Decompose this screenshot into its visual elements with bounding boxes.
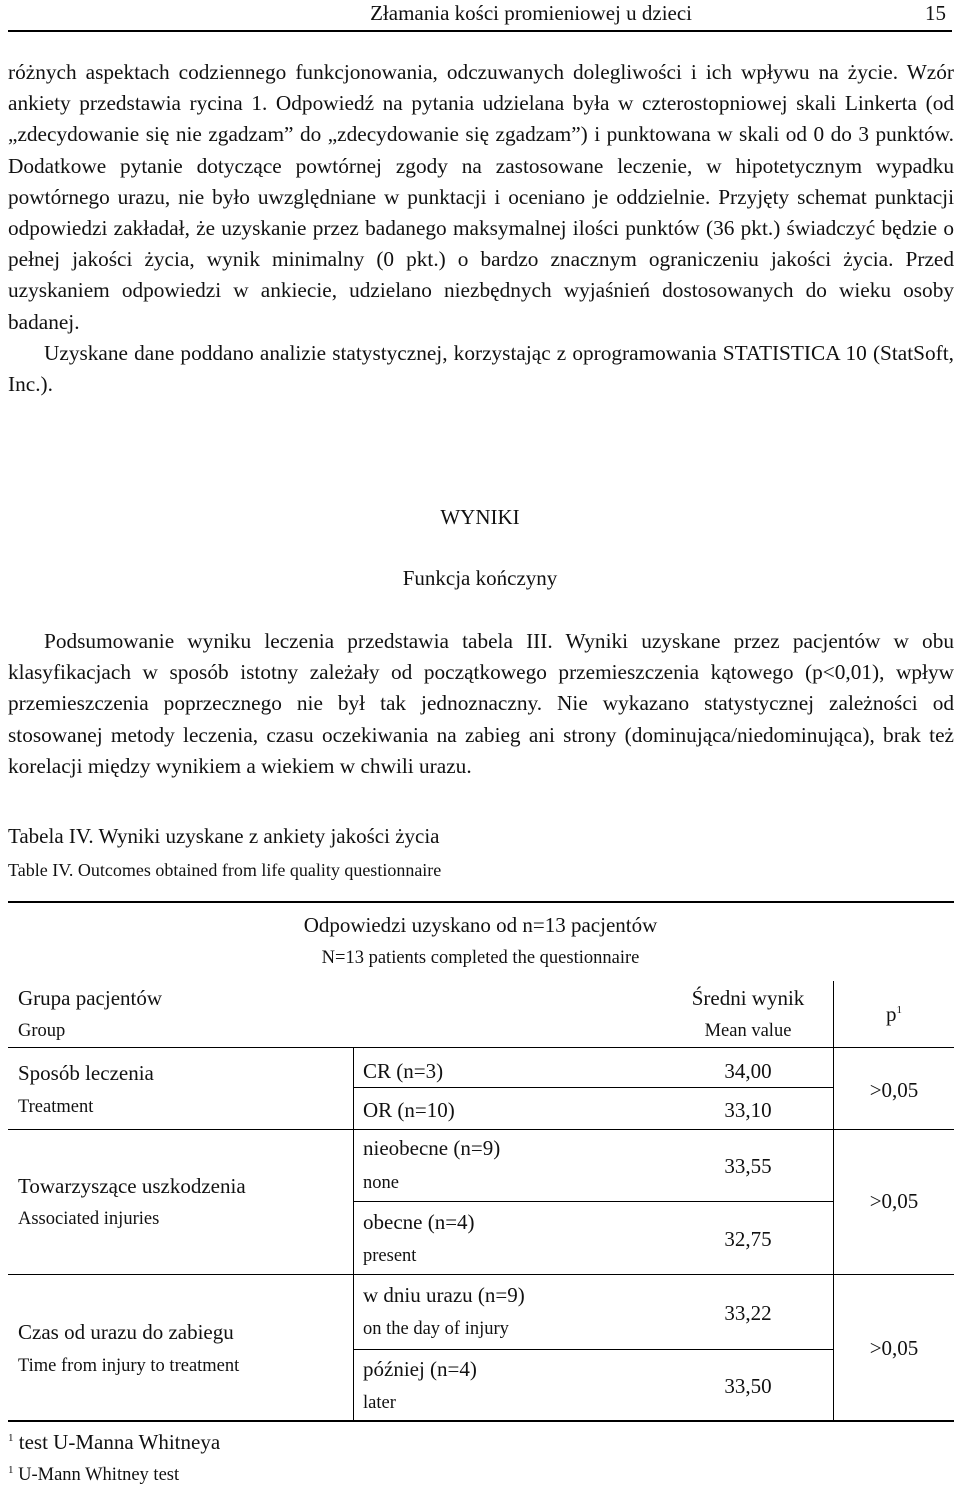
subgroup-label-en: none [363, 1173, 399, 1193]
table-caption-en: Table IV. Outcomes obtained from life quality questionnaire [8, 860, 442, 880]
subgroup-label-pl: później (n=4) [363, 1357, 477, 1381]
col-header-p-label: p [886, 1002, 897, 1026]
subgroup-label-en: later [363, 1393, 396, 1413]
mean-value: 32,75 [724, 1227, 772, 1251]
group-label-en: Time from injury to treatment [18, 1356, 240, 1376]
p-value: >0,05 [869, 1336, 919, 1360]
table-rule [8, 1047, 954, 1048]
section-subtitle: Funkcja kończyny [402, 566, 558, 590]
section-title: WYNIKI [440, 505, 520, 529]
span-header-en: N=13 patients completed the questionnaire [321, 948, 640, 968]
subgroup-label-pl: obecne (n=4) [363, 1210, 475, 1234]
subgroup-label-pl: OR (n=10) [363, 1098, 455, 1122]
subgroup-label-pl: CR (n=3) [363, 1059, 444, 1083]
mean-value: 34,00 [724, 1059, 772, 1083]
footnote-marker: 1 [8, 1463, 14, 1476]
p-value: >0,05 [869, 1078, 919, 1102]
group-label-en: Treatment [18, 1097, 94, 1117]
group-label-en: Associated injuries [18, 1209, 160, 1229]
paragraph: Podsumowanie wyniku leczenia przedstawia tabela III. Wyniki uzyskane przez pacjentów w obu klasyfikacjach w sposób istotny zależały od początkowego przemieszczenia kątowego (p<0,01), wpływ przemieszczenia poprzecznego nie był tak jednoznaczny. Nie wykazano statystycznej zależności od stosowanej metody leczenia, czasu oczekiwania na zabieg ani strony (dominująca/niedominująca), brak też korelacji między wynikiem a wiekiem w chwili urazu. [8, 629, 954, 778]
page-number: 15 [925, 1, 946, 25]
table-rule [353, 1047, 354, 1422]
footnote-en [8, 1465, 179, 1486]
mean-value: 33,10 [724, 1098, 772, 1122]
running-header-title: Złamania kości promieniowej u dzieci [370, 1, 692, 25]
table-rule [353, 1087, 833, 1088]
results-table [8, 901, 954, 1422]
mean-value: 33,55 [724, 1154, 772, 1178]
mean-value: 33,50 [724, 1374, 772, 1398]
span-header-pl: Odpowiedzi uzyskano od n=13 pacjentów [303, 913, 658, 937]
table-caption-pl: Tabela IV. Wyniki uzyskane z ankiety jakości życia [8, 824, 440, 848]
col-header-p [834, 1002, 954, 1027]
subgroup-label-pl: w dniu urazu (n=9) [363, 1283, 525, 1307]
table-rule [8, 1129, 954, 1130]
col-header-mean-pl: Średni wynik [691, 986, 805, 1010]
col-header-group-pl: Grupa pacjentów [18, 986, 163, 1010]
footnote-en-text: U-Mann Whitney test [18, 1465, 180, 1485]
footnote-marker: 1 [8, 1432, 14, 1444]
group-label-pl: Czas od urazu do zabiegu [18, 1320, 234, 1344]
subgroup-label-en: present [363, 1246, 417, 1266]
results-text [8, 626, 954, 782]
mean-value: 33,22 [724, 1301, 772, 1325]
col-header-group-en: Group [18, 1021, 66, 1041]
paragraph: Uzyskane dane poddano analizie statystycznej, korzystając z oprogramowania STATISTICA 10 (StatSoft, Inc.). [8, 340, 954, 397]
col-header-mean-en: Mean value [704, 1021, 792, 1041]
subgroup-label-en: on the day of injury [363, 1319, 509, 1339]
group-label-pl: Sposób leczenia [18, 1061, 154, 1085]
p-value: >0,05 [869, 1189, 919, 1213]
methods-text [8, 57, 954, 400]
footnote-marker: 1 [896, 1004, 902, 1016]
paragraph: różnych aspektach codziennego funkcjonowania, odczuwanych dolegliwości i ich wpływu na życie. Wzór ankiety przedstawia rycina 1. Odpowiedź na pytania udzielana była w czterostopniowej skali Linkerta (od „zdecydowanie się nie zgadzam” do „zdecydowanie się zgadzam”) i punktowana w skali od 0 do 3 punktów. Dodatkowe pytanie dotyczące powtórnej zgody na zastosowane leczenie, w hipotetycznym wypadku powtórnego urazu, nie było uwzględniane w punktacji i oceniano je oddzielnie. Przyjęty schemat punktacji odpowiedzi zakładał, że uzyskanie przez badanego maksymalnej ilości punktów (36 pkt.) świadczyć będzie o pełnej jakości życia, wynik minimalny (0 pkt.) o bardzo znacznym ograniczeniu jakości życia. Przed uzyskaniem odpowiedzi w ankiecie, udzielano niezbędnych wyjaśnień dostosowanych do wieku osoby badanej. [8, 60, 954, 334]
subgroup-label-pl: nieobecne (n=9) [363, 1136, 501, 1160]
running-header [8, 0, 952, 32]
table-rule [353, 1349, 833, 1350]
footnote-pl [8, 1430, 220, 1455]
footnote-pl-text: test U-Manna Whitneya [18, 1430, 221, 1454]
table-rule [8, 1274, 954, 1275]
table-rule [353, 1201, 833, 1202]
group-label-pl: Towarzyszące uszkodzenia [18, 1174, 246, 1198]
